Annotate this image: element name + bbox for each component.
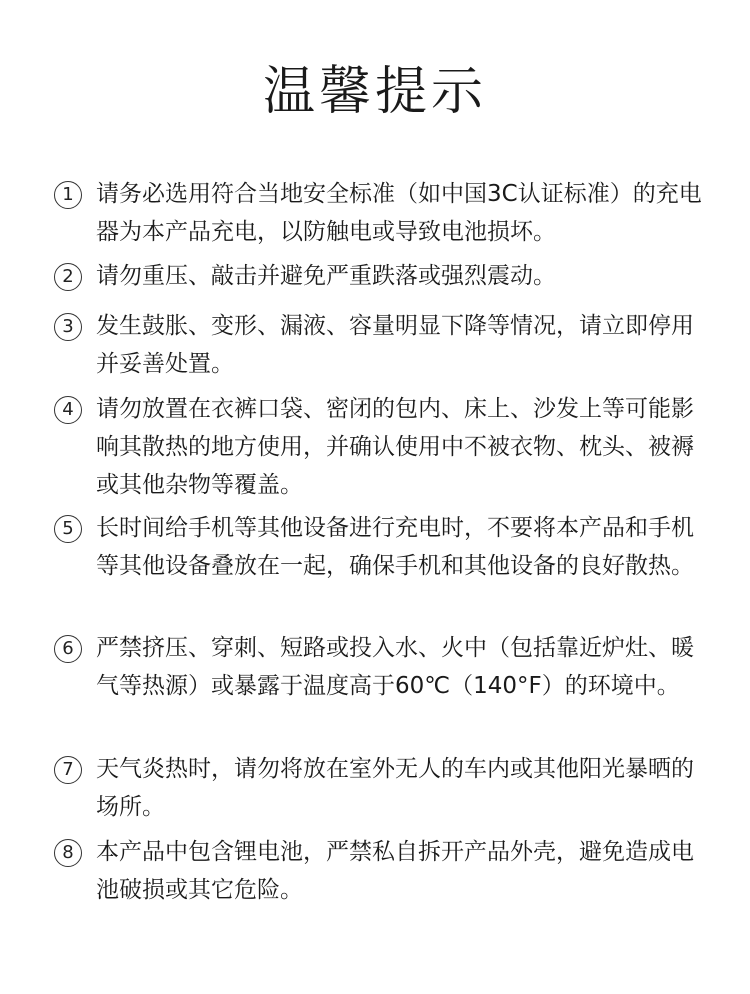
tip-text: 请勿放置在衣裤口袋、密闭的包内、床上、沙发上等可能影响其散热的地方使用，并确认使用中不被衣物、枕头、被褥或其他杂物等覆盖。 <box>96 396 694 498</box>
tip-text: 请勿重压、敲击并避免严重跌落或强烈震动。 <box>96 263 556 289</box>
tip-text: 发生鼓胀、变形、漏液、容量明显下降等情况，请立即停用并妥善处置。 <box>96 313 694 377</box>
tip-item-7 <box>54 753 704 826</box>
tip-item-5 <box>54 512 704 585</box>
tip-number-badge: 5 <box>54 515 82 543</box>
tip-item-8 <box>54 836 704 909</box>
tip-text: 严禁挤压、穿刺、短路或投入水、火中（包括靠近炉灶、暖气等热源）或暴露于温度高于60℃（140°F）的环境中。 <box>96 635 694 699</box>
tip-number-badge: 2 <box>54 263 82 291</box>
tip-text: 天气炎热时，请勿将放在室外无人的车内或其他阳光暴晒的场所。 <box>96 756 694 820</box>
tip-item-4 <box>54 393 704 504</box>
tip-number-badge: 8 <box>54 839 82 867</box>
tip-text: 请务必选用符合当地安全标准（如中国3C认证标准）的充电器为本产品充电，以防触电或导致电池损坏。 <box>96 181 702 245</box>
tip-number-badge: 4 <box>54 396 82 424</box>
tip-number-badge: 1 <box>54 181 82 209</box>
tip-item-6 <box>54 632 704 705</box>
tip-text: 长时间给手机等其他设备进行充电时，不要将本产品和手机等其他设备叠放在一起，确保手机和其他设备的良好散热。 <box>96 515 694 579</box>
tip-text: 本产品中包含锂电池，严禁私自拆开产品外壳，避免造成电池破损或其它危险。 <box>96 839 694 903</box>
tip-item-1 <box>54 178 704 251</box>
tip-number-badge: 3 <box>54 313 82 341</box>
tip-number-badge: 6 <box>54 635 82 663</box>
tip-item-3 <box>54 310 704 383</box>
tip-number-badge: 7 <box>54 756 82 784</box>
tip-item-2 <box>54 260 704 295</box>
page-title: 温馨提示 <box>262 62 487 122</box>
